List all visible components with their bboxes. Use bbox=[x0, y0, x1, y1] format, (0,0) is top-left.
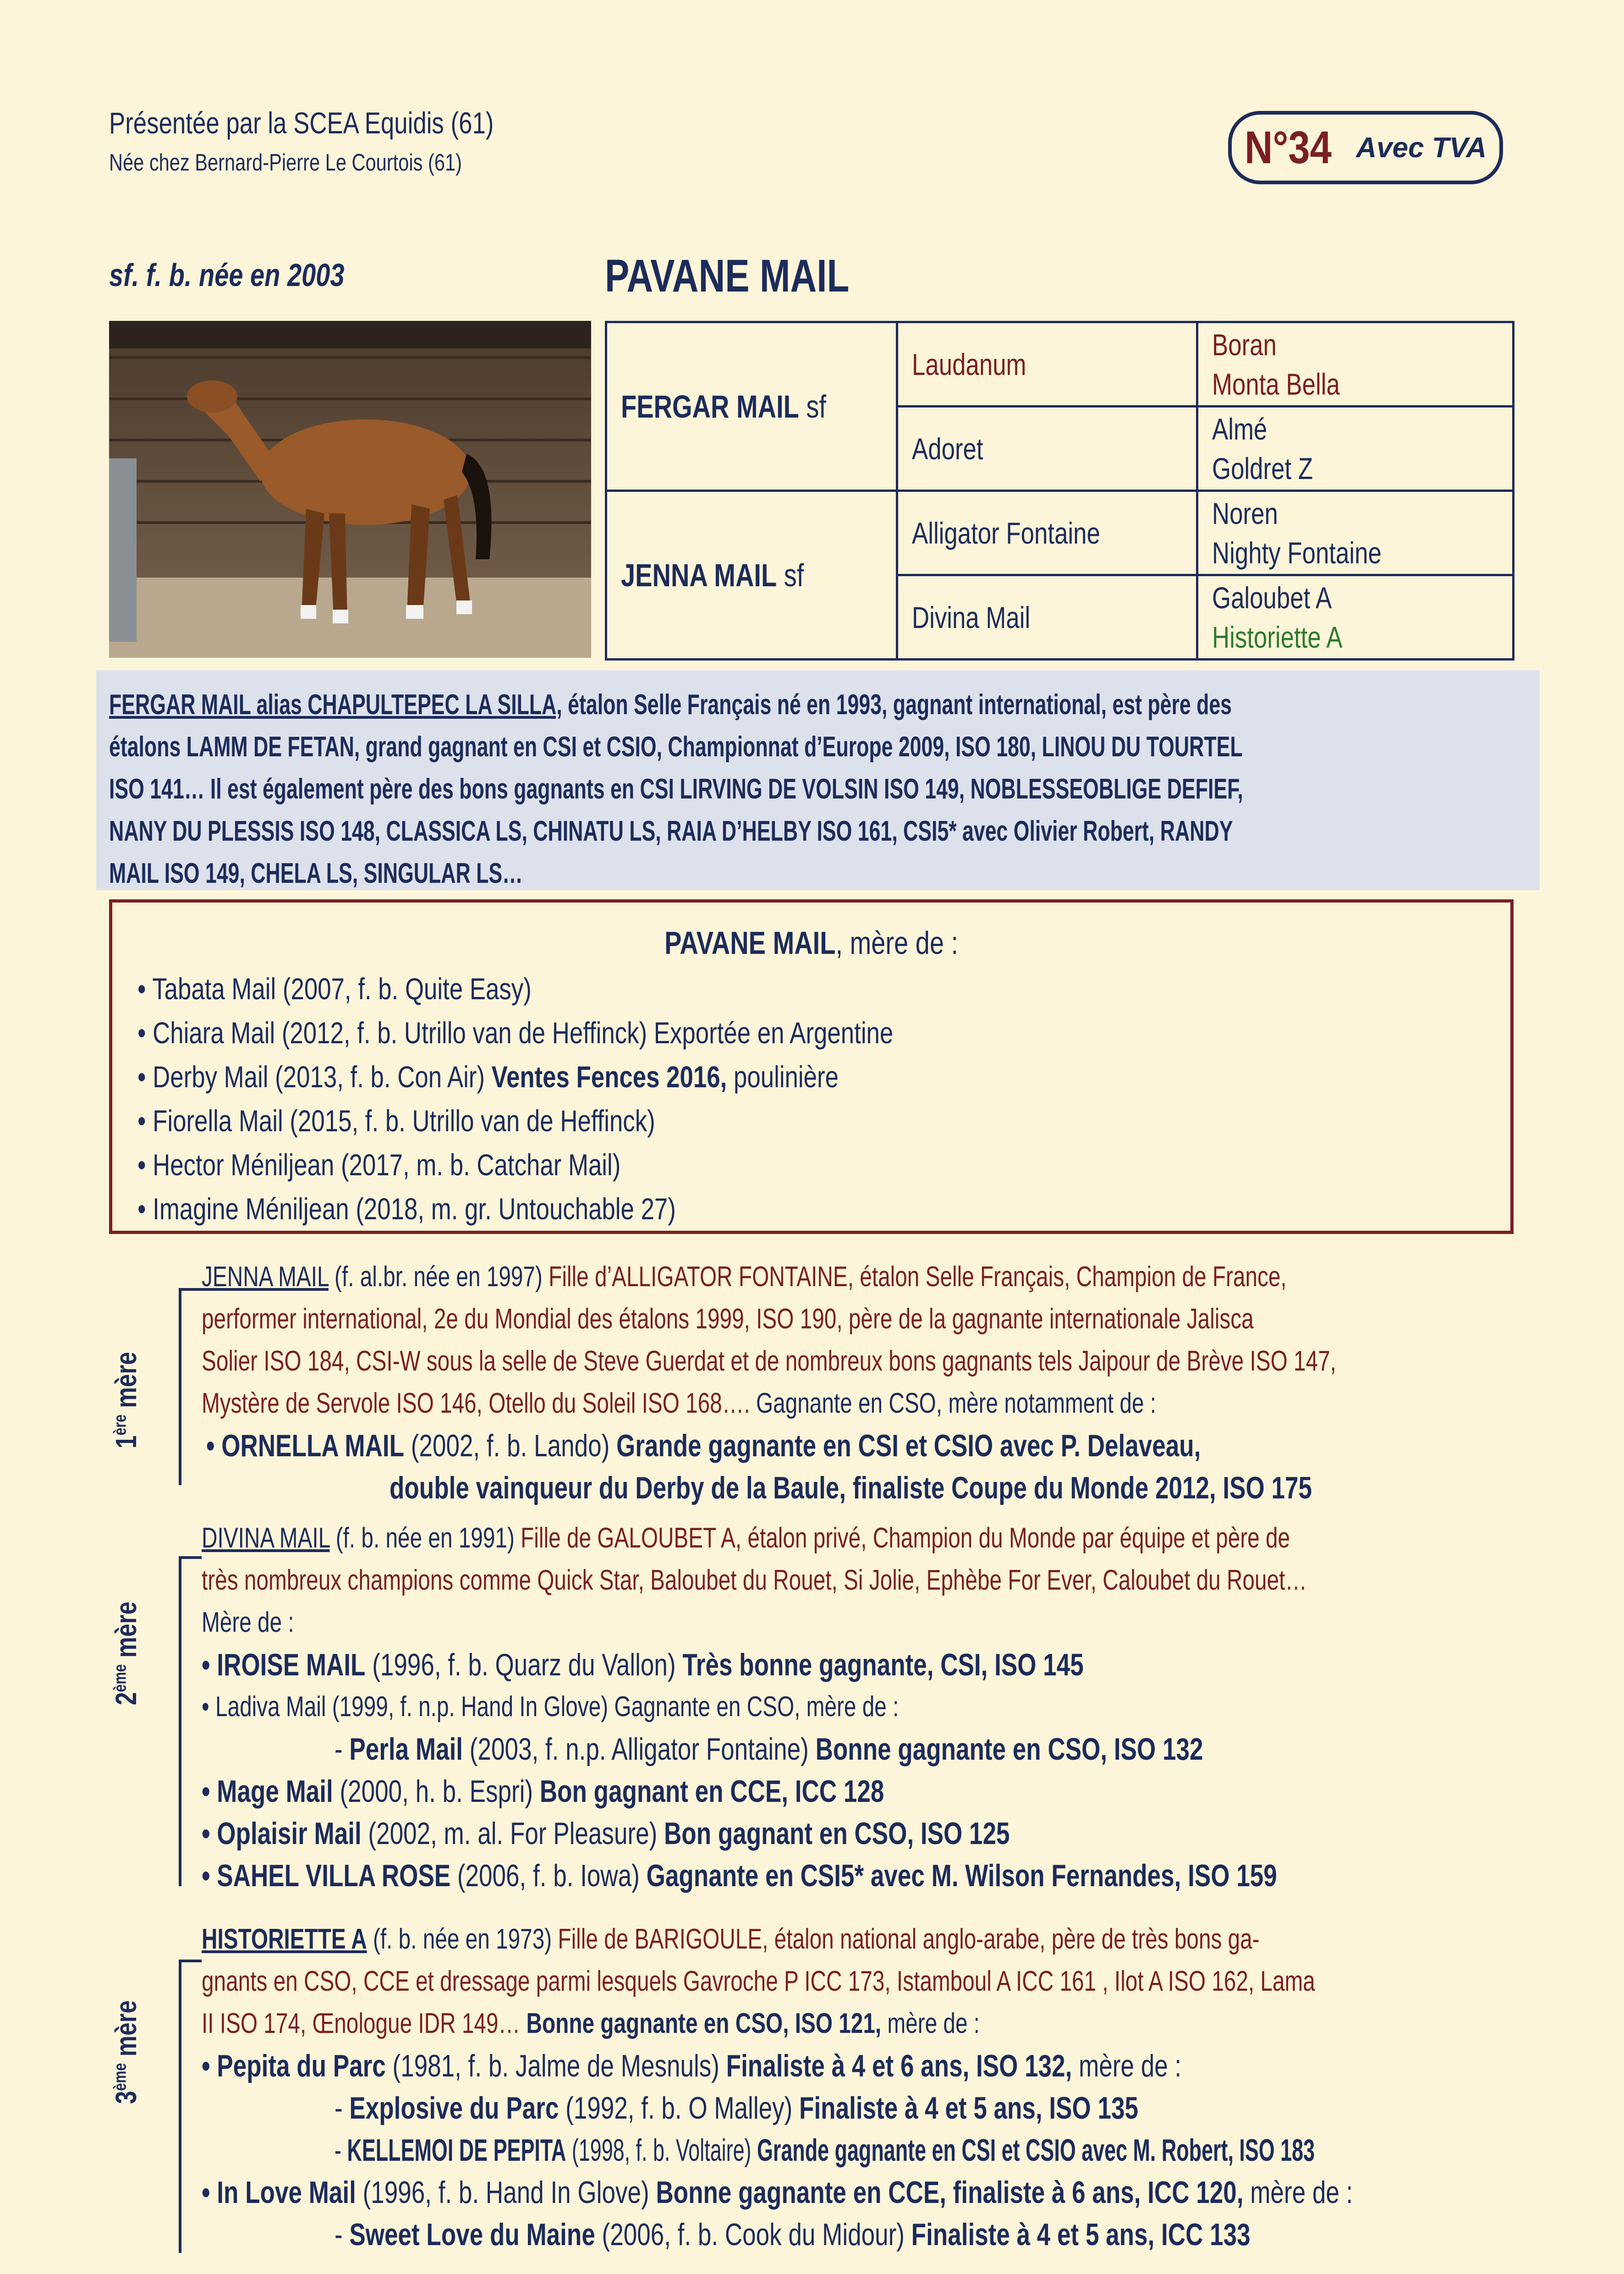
offspring-box bbox=[109, 899, 1514, 1234]
sire-sire-cell: Laudanum bbox=[897, 322, 1197, 407]
ss-parents-cell: Boran Monta Bella bbox=[1197, 322, 1514, 407]
breeder-line: Née chez Bernard-Pierre Le Courtois (61) bbox=[109, 149, 462, 176]
list-item: • Derby Mail (2013, f. b. Con Air) Ventes Fences 2016, poulinière bbox=[137, 1060, 839, 1094]
sd-parents-cell: Almé Goldret Z bbox=[1197, 407, 1514, 491]
third-dam-label: 3ème mère bbox=[110, 2000, 143, 2104]
sire-dam-cell: Adoret bbox=[897, 407, 1197, 491]
horse-photo bbox=[109, 321, 591, 658]
sire-info-box: FERGAR MAIL alias CHAPULTEPEC LA SILLA, étalon Selle Français né en 1993, gagnant international, est père des étalons LAMM DE FETAN, grand gagnant en CSI et CSIO, Championnat d’Europe 2009, ISO 180, LINOU DU TOURTEL ISO 141… Il est également père des bons gagnants en CSI LIRVING DE VOLSIN ISO 149, NOBLESSEOBLIGE DEFIEF, NANY DU PLESSIS ISO 148, CLASSICA LS, CHINATU LS, RAIA D’HELBY ISO 161, CSI5* avec Olivier Robert, RANDY MAIL ISO 149, CHELA LS, SINGULAR LS… bbox=[96, 670, 1540, 890]
lot-badge bbox=[1228, 111, 1503, 184]
list-item: • Tabata Mail (2007, f. b. Quite Easy) bbox=[137, 972, 532, 1006]
first-dam-section: JENNA MAIL (f. al.br. née en 1997) Fille d’ALLIGATOR FONTAINE, étalon Selle Français, Champion de France, performer international, 2e du Mondial des étalons 1999, ISO 190, père de la gagnante internationale Jalisca Solier ISO 184, CSI-W sous la selle de Steve Guerdat et de nombreux bons gagnants tels Jaipour de Brève ISO 147, Mystère de Servole ISO 146, Otello du Soleil ISO 168…. Gagnante en CSO, mère notamment de : • ORNELLA MAIL (2002, f. b. Lando) Grande gagnante en CSI et CSIO avec P. Delaveau, double vainqueur du Derby de la Baule, finaliste Coupe du Monde 2012, ISO 175 bbox=[202, 1261, 1336, 1505]
list-item: • Hector Méniljean (2017, m. b. Catchar Mail) bbox=[137, 1148, 621, 1182]
first-dam-label: 1ère mère bbox=[110, 1352, 143, 1448]
first-dam-name: JENNA MAIL bbox=[202, 1261, 329, 1293]
offspring-list bbox=[137, 967, 1082, 1231]
ds-parents-cell: Noren Nighty Fontaine bbox=[1197, 491, 1514, 575]
dam-cell: JENNA MAIL sf bbox=[606, 491, 897, 660]
horse-name: PAVANE MAIL bbox=[605, 250, 850, 302]
second-dam-label: 2ème mère bbox=[110, 1602, 143, 1705]
second-dam-section: DIVINA MAIL (f. b. née en 1991) Fille de GALOUBET A, étalon privé, Champion du Monde par équipe et père de très nombreux champions comme Quick Star, Baloubet du Rouet, Si Jolie, Ephèbe For Ever, Caloubet du Rouet… Mère de : • IROISE MAIL (1996, f. b. Quarz du Vallon) Très bonne gagnante, CSI, ISO 145 • Ladiva Mail (1999, f. n.p. Hand In Glove) Gagnante en CSO, mère de : - Perla Mail (2003, f. n.p. Alligator Fontaine) Bonne gagnante en CSO, ISO 132 • Mage Mail (2000, h. b. Espri) Bon gagnant en CCE, ICC 128 • Oplaisir Mail (2002, m. al. For Pleasure) Bon gagnant en CSO, ISO 125 • SAHEL VILLA ROSE (2006, f. b. Iowa) Gagnante en CSI5* avec M. Wilson Fernandes, ISO 159 bbox=[202, 1522, 1307, 1893]
list-item: • Chiara Mail (2012, f. b. Utrillo van de Heffinck) Exportée en Argentine bbox=[137, 1016, 894, 1050]
sire-alias: FERGAR MAIL alias CHAPULTEPEC LA SILLA, bbox=[109, 689, 562, 721]
dam-sire-cell: Alligator Fontaine bbox=[897, 491, 1197, 575]
lot-vat: Avec TVA bbox=[1356, 132, 1487, 164]
list-item: • Imagine Méniljean (2018, m. gr. Untouchable 27) bbox=[137, 1192, 676, 1226]
sire-cell: FERGAR MAIL sf bbox=[606, 322, 897, 491]
presenter-line: Présentée par la SCEA Equidis (61) bbox=[109, 106, 494, 140]
list-item: • Fiorella Mail (2015, f. b. Utrillo van de Heffinck) bbox=[137, 1104, 655, 1138]
dam-dam-cell: Divina Mail bbox=[897, 575, 1197, 660]
second-dam-name: DIVINA MAIL bbox=[202, 1522, 330, 1554]
dd-parents-cell: Galoubet A Historiette A bbox=[1197, 575, 1514, 660]
third-dam-name: HISTORIETTE A bbox=[202, 1923, 367, 1955]
pedigree-table bbox=[605, 321, 1514, 661]
horse-description: sf. f. b. née en 2003 bbox=[109, 257, 345, 293]
lot-number: N°34 bbox=[1244, 121, 1332, 173]
third-dam-section: HISTORIETTE A (f. b. née en 1973) Fille de BARIGOULE, étalon national anglo-arabe, père de très bons ga- gnants en CSO, CCE et dressage parmi lesquels Gavroche P ICC 173, Istamboul A ICC 161 , Ilot A ISO 162, Lama II ISO 174, Œnologue IDR 149… Bonne gagnante en CSO, ISO 121, mère de : • Pepita du Parc (1981, f. b. Jalme de Mesnuls) Finaliste à 4 et 6 ans, ISO 132, mère de : - Explosive du Parc (1992, f. b. O Malley) Finaliste à 4 et 5 ans, ISO 135 - KELLEMOI DE PEPITA (1998, f. b. Voltaire) Grande gagnante en CSI et CSIO avec M. Robert, ISO 183 • In Love Mail (1996, f. b. Hand In Glove) Bonne gagnante en CCE, finaliste à 6 ans, ICC 120, mère de : - Sweet Love du Maine (2006, f. b. Cook du Midour) Finaliste à 4 et 5 ans, ICC 133 bbox=[202, 1923, 1353, 2252]
offspring-title: PAVANE MAIL, mère de : bbox=[664, 925, 958, 961]
